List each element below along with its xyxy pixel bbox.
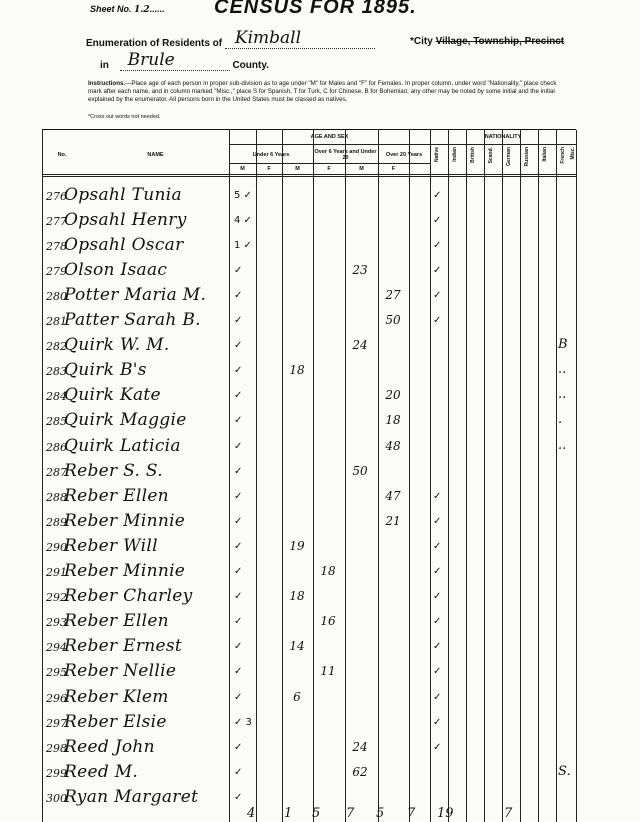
row-number: 296 [46,691,67,705]
total-value: 1 [284,806,293,821]
person-name: Reber Minnie [64,561,186,582]
row-number: 287 [46,465,67,479]
under6-mark: ✓ [234,390,243,402]
total-value: 7 [504,806,513,821]
row-number: 297 [46,716,67,730]
table-row [42,255,576,280]
native-check: ✓ [433,566,442,578]
native-check: ✓ [433,691,442,703]
age-value: 18 [289,589,305,604]
age-value: 19 [289,538,305,553]
sheet-number: Sheet No. 1.2...... [90,4,165,15]
row-number: 278 [46,239,67,253]
under6-mark: ✓ 3 [234,716,252,728]
person-name: Reber Elsie [64,711,167,732]
table-row [42,632,576,657]
total-value: 7 [346,806,355,821]
person-name: Quirk Kate [64,385,161,406]
age-value: 11 [320,664,336,679]
person-name: Quirk Maggie [64,410,187,431]
page-title: CENSUS FOR 1895. [214,0,417,18]
row-number: 285 [46,415,67,429]
age-value: 6 [293,689,301,704]
col-name: NAME [147,152,164,158]
col-under6: Under 6 Years [252,152,290,158]
person-name: Quirk Laticia [64,435,181,456]
row-number: 276 [46,189,67,203]
native-check: ✓ [433,641,442,653]
col-6-to-20: Over 6 Years and Under 20 [314,149,377,161]
table-row [42,682,576,707]
row-number: 295 [46,666,67,680]
native-check: ✓ [433,315,442,327]
person-name: Reber Minnie [64,510,186,531]
native-check: ✓ [433,490,442,502]
misc-mark: . [558,412,563,428]
table-row [42,531,576,556]
under6-mark: ✓ [234,566,243,578]
col-over20: Over 20 Years [385,152,423,158]
table-row [42,782,576,807]
native-check: ✓ [433,264,442,276]
under6-mark: ✓ [234,264,243,276]
row-number: 299 [46,766,67,780]
age-value: 23 [352,262,368,277]
row-number: 290 [46,540,67,554]
person-name: Reber Ernest [64,636,183,657]
row-number: 277 [46,214,67,228]
age-value: 18 [320,564,336,579]
row-number: 282 [46,340,67,354]
native-check: ✓ [433,591,442,603]
person-name: Quirk W. M. [64,335,170,356]
row-number: 294 [46,641,67,655]
native-check: ✓ [433,741,442,753]
person-name: Reber Charley [64,586,193,607]
person-name: Reber Ellen [64,611,169,632]
native-check: ✓ [433,239,442,251]
row-number: 289 [46,515,67,529]
table-row [42,732,576,757]
col-age-sex: AGE AND SEX [310,134,349,140]
under6-mark: ✓ [234,515,243,527]
under6-mark: ✓ [234,365,243,377]
sheet-number-value: 1.2 [134,5,150,15]
table-row [42,582,576,607]
table-row [42,230,576,255]
person-name: Opsahl Henry [64,209,187,230]
age-value: 16 [320,614,336,629]
person-name: Reber Klem [64,686,169,707]
row-number: 298 [46,741,67,755]
col-no: No. [57,152,67,158]
row-number: 293 [46,616,67,630]
person-name: Quirk B's [64,360,147,381]
under6-mark: ✓ [234,340,243,352]
native-check: ✓ [433,716,442,728]
misc-mark: .. [558,387,567,403]
table-row [42,180,576,205]
person-name: Reber Will [64,535,158,556]
enumeration-line: Enumeration of Residents of Kimball [86,36,375,49]
native-check: ✓ [433,666,442,678]
row-number: 292 [46,591,67,605]
table-row [42,306,576,331]
misc-mark: B [558,337,568,353]
age-value: 24 [352,338,368,353]
under6-mark: 1 ✓ [234,239,252,251]
row-number: 280 [46,289,67,303]
person-name: Reber S. S. [64,460,163,481]
row-number: 281 [46,315,67,329]
under6-mark: ✓ [234,591,243,603]
person-name: Reed John [64,736,155,757]
person-name: Reber Nellie [64,661,177,682]
row-number: 286 [46,440,67,454]
person-name: Ryan Margaret [64,786,199,807]
under6-mark: 4 ✓ [234,214,252,226]
person-name: Potter Maria M. [64,284,207,305]
total-value: 5 [376,806,385,821]
table-row [42,381,576,406]
table-row [42,456,576,481]
person-name: Reber Ellen [64,485,169,506]
row-number: 291 [46,566,67,580]
under6-mark: ✓ [234,616,243,628]
age-value: 47 [385,488,401,503]
misc-mark: S. [558,763,571,779]
under6-mark: ✓ [234,289,243,301]
under6-mark: ✓ [234,465,243,477]
row-number: 283 [46,365,67,379]
age-value: 50 [385,313,401,328]
row-number: 300 [46,791,67,805]
age-value: 48 [385,438,401,453]
row-number: 284 [46,390,67,404]
age-value: 62 [352,764,368,779]
age-value: 20 [385,388,401,403]
misc-mark: .. [558,362,567,378]
place-name: Kimball [234,28,302,48]
age-value: 21 [385,513,401,528]
age-value: 18 [289,363,305,378]
native-check: ✓ [433,515,442,527]
person-name: Opsahl Oscar [64,234,184,255]
county-name: Brule [127,50,175,70]
table-row [42,557,576,582]
under6-mark: ✓ [234,490,243,502]
table-row [42,757,576,782]
instructions: Instructions.—Place age of each person in proper sub-division as to age under "M" for Males and "F" for Females. In proper column, under word "Nationality," place check mark after each name, and in column marked "Misc.," place S for Spanish, T for Turk, C for Chinese, B for Bohemian; any other may be noted by some initial and the initial explained by the enumerator. All persons born in the United States must be classed as natives. [88,80,557,103]
under6-mark: ✓ [234,691,243,703]
total-value: 5 [312,806,321,821]
col-nationality: NATIONALITY [484,134,522,140]
age-value: 18 [385,413,401,428]
table-row [42,356,576,381]
row-number: 279 [46,264,67,278]
native-check: ✓ [433,540,442,552]
table-row [42,331,576,356]
person-name: Olson Isaac [64,259,168,280]
county-line: in Brule County. [100,50,269,71]
table-row [42,707,576,732]
age-value: 27 [385,287,401,302]
table-row [42,657,576,682]
under6-mark: ✓ [234,666,243,678]
age-value: 24 [352,739,368,754]
age-value: 50 [352,463,368,478]
native-check: ✓ [433,616,442,628]
native-check: ✓ [433,289,442,301]
table-row [42,506,576,531]
table-row [42,431,576,456]
table-row [42,205,576,230]
total-value: 4 [247,806,256,821]
table-row [42,280,576,305]
table-row [42,406,576,431]
under6-mark: ✓ [234,315,243,327]
under6-mark: ✓ [234,415,243,427]
census-table: No. NAME AGE AND SEX Under 6 Years Over 6 Years and Under 20 Over 20 Years M F M F M F NATIONALITY Native Indian British Scand. German Russian Italian French Misc. [42,129,576,822]
table-row [42,481,576,506]
person-name: Reed M. [64,761,139,782]
age-value: 14 [289,639,305,654]
under6-mark: ✓ [234,791,243,803]
under6-mark: ✓ [234,741,243,753]
under6-mark: ✓ [234,440,243,452]
under6-mark: 5 ✓ [234,189,252,201]
person-name: Patter Sarah B. [64,310,201,331]
total-value: 19 [437,806,454,821]
native-check: ✓ [433,214,442,226]
city-type-line: *City Village, Township, Precinct [410,36,565,47]
total-value: 7 [407,806,416,821]
table-row [42,607,576,632]
row-number: 288 [46,490,67,504]
misc-mark: .. [558,437,567,453]
under6-mark: ✓ [234,540,243,552]
person-name: Opsahl Tunia [64,184,182,205]
footnote: *Cross out words not needed. [88,114,161,120]
under6-mark: ✓ [234,641,243,653]
under6-mark: ✓ [234,766,243,778]
native-check: ✓ [433,189,442,201]
